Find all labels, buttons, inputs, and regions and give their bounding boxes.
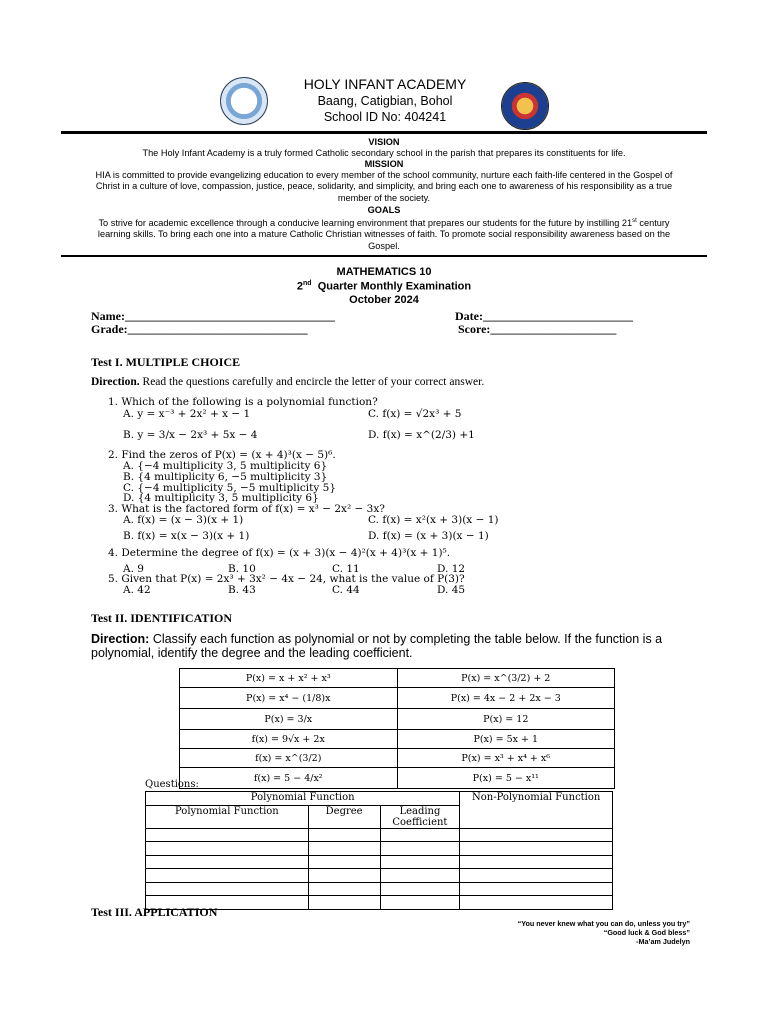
- function-cell: f(x) = 5 − 4/x²: [180, 768, 398, 789]
- q5-option-c[interactable]: C. 44: [332, 584, 360, 596]
- name-field[interactable]: Name:___________________________________: [91, 309, 335, 323]
- table-row: [180, 768, 615, 789]
- function-cell: P(x) = x + x² + x³: [180, 669, 398, 688]
- function-cell: f(x) = 9√x + 2x: [180, 730, 398, 749]
- answer-cell[interactable]: [380, 828, 460, 842]
- answer-cell[interactable]: [460, 869, 613, 883]
- answer-cell[interactable]: [308, 882, 380, 896]
- school-name: HOLY INFANT ACADEMY: [303, 76, 467, 92]
- table-header-row: [146, 792, 613, 806]
- q5-option-a[interactable]: A. 42: [123, 584, 151, 596]
- q4-option-d[interactable]: D. 12: [437, 563, 466, 575]
- answer-cell[interactable]: [460, 855, 613, 869]
- function-cell: P(x) = x⁴ − (1/8)x: [180, 688, 398, 709]
- score-field[interactable]: Score:_____________________: [458, 322, 617, 336]
- col-degree: Degree: [308, 805, 380, 828]
- functions-table: [179, 668, 615, 789]
- table-row: [146, 828, 613, 842]
- answer-cell[interactable]: [308, 896, 380, 910]
- classification-table: [145, 791, 613, 910]
- answer-cell[interactable]: [380, 869, 460, 883]
- test1-title: Test I. MULTIPLE CHOICE: [91, 355, 241, 369]
- table-row: [146, 869, 613, 883]
- vision-text: The Holy Infant Academy is a truly formed Catholic secondary school in the parish that prepares its constituents for life.: [142, 148, 626, 158]
- footer-teacher: -Ma’am Judelyn: [636, 937, 690, 946]
- q4-option-a[interactable]: A. 9: [123, 563, 144, 575]
- table-row: [146, 842, 613, 856]
- polynomial-header: Polynomial Function: [146, 792, 460, 806]
- grade-field[interactable]: Grade:______________________________: [91, 322, 308, 336]
- answer-cell[interactable]: [146, 855, 309, 869]
- answer-cell[interactable]: [460, 896, 613, 910]
- q1-option-b[interactable]: B. y = 3/x − 2x³ + 5x − 4: [123, 429, 258, 441]
- function-cell: P(x) = x³ + x⁴ + x⁶: [397, 749, 615, 768]
- answer-cell[interactable]: [308, 869, 380, 883]
- q3-option-d[interactable]: D. f(x) = (x + 3)(x − 1): [368, 530, 489, 542]
- col-leading-coefficient: Leading Coefficient: [380, 805, 460, 828]
- q3-option-c[interactable]: C. f(x) = x²(x + 3)(x − 1): [368, 514, 499, 526]
- q5-option-d[interactable]: D. 45: [437, 584, 466, 596]
- table-row: [180, 749, 615, 768]
- table-row: [180, 730, 615, 749]
- goals-title: GOALS: [367, 205, 401, 215]
- school-id: School ID No: 404241: [323, 110, 447, 124]
- answer-cell[interactable]: [146, 882, 309, 896]
- col-polynomial-function: Polynomial Function: [146, 805, 309, 828]
- answer-cell[interactable]: [146, 869, 309, 883]
- goals-text: To strive for academic excellence through a conducive learning environment that prepares our students for the future by instilling 21st century learning skills. To bring each one into a mature Catholic Christian witnesses of faith. To promote social responsibility awareness based on the Gospel.: [97, 218, 671, 251]
- q2-option-c[interactable]: C. {−4 multiplicity 5, −5 multiplicity 5}: [123, 482, 337, 494]
- answer-cell[interactable]: [308, 828, 380, 842]
- q1-option-a[interactable]: A. y = x⁻³ + 2x² + x − 1: [123, 408, 251, 420]
- question-2: 2. Find the zeros of P(x) = (x + 4)³(x − 5)⁶.: [108, 449, 336, 461]
- answer-cell[interactable]: [380, 855, 460, 869]
- question-5: 5. Given that P(x) = 2x³ + 3x² − 4x − 24, what is the value of P(3)?: [108, 573, 465, 585]
- nonpolynomial-header: Non-Polynomial Function: [460, 792, 613, 829]
- table-row: [180, 688, 615, 709]
- answer-cell[interactable]: [460, 828, 613, 842]
- test1-direction: Direction. Read the questions carefully and encircle the letter of your correct answer.: [91, 376, 485, 388]
- function-cell: P(x) = 3/x: [180, 709, 398, 730]
- table-row: [180, 669, 615, 688]
- header-rule-top: [61, 131, 707, 134]
- q3-option-a[interactable]: A. f(x) = (x − 3)(x + 1): [123, 514, 244, 526]
- exam-date: October 2024: [349, 294, 419, 306]
- q4-option-b[interactable]: B. 10: [228, 563, 256, 575]
- answer-cell[interactable]: [380, 896, 460, 910]
- date-field[interactable]: Date:_________________________: [455, 309, 633, 323]
- vision-title: VISION: [368, 137, 400, 147]
- q4-option-c[interactable]: C. 11: [332, 563, 360, 575]
- answer-cell[interactable]: [146, 828, 309, 842]
- function-cell: P(x) = x^(3/2) + 2: [397, 669, 615, 688]
- q2-option-b[interactable]: B. {4 multiplicity 6, −5 multiplicity 3}: [123, 471, 328, 483]
- test2-title: Test II. IDENTIFICATION: [91, 611, 233, 625]
- function-cell: P(x) = 5 − x¹¹: [397, 768, 615, 789]
- questions-label: Questions:: [145, 779, 199, 790]
- footer-quote: “You never knew what you can do, unless you try”: [517, 919, 690, 928]
- answer-cell[interactable]: [460, 882, 613, 896]
- q5-option-b[interactable]: B. 43: [228, 584, 256, 596]
- answer-cell[interactable]: [308, 842, 380, 856]
- function-cell: P(x) = 12: [397, 709, 615, 730]
- school-address: Baang, Catigbian, Bohol: [317, 94, 453, 108]
- answer-cell[interactable]: [308, 855, 380, 869]
- table-row: [180, 709, 615, 730]
- function-cell: f(x) = x^(3/2): [180, 749, 398, 768]
- answer-cell[interactable]: [380, 882, 460, 896]
- table-row: [146, 855, 613, 869]
- answer-cell[interactable]: [380, 842, 460, 856]
- q1-option-c[interactable]: C. f(x) = √2x³ + 5: [368, 408, 462, 420]
- mission-text: HIA is committed to provide evangelizing education to every member of the school community, nurture each faith-life centered in the Gospel of Christ in a culture of love, compassion, justice, peace, solidarity, and simplicity, and bring each one to awareness of his responsibility as a true member of the society.: [95, 170, 673, 203]
- table-row: [146, 882, 613, 896]
- q2-option-d[interactable]: D. {4 multiplicity 3, 5 multiplicity 6}: [123, 492, 319, 504]
- q1-option-d[interactable]: D. f(x) = x^(2/3) +1: [368, 429, 475, 441]
- test3-title: Test III. APPLICATION: [91, 905, 218, 919]
- question-3: 3. What is the factored form of f(x) = x³ − 2x² − 3x?: [108, 503, 385, 515]
- answer-cell[interactable]: [460, 842, 613, 856]
- function-cell: P(x) = 4x − 2 + 2x − 3: [397, 688, 615, 709]
- function-cell: P(x) = 5x + 1: [397, 730, 615, 749]
- mission-title: MISSION: [364, 159, 404, 169]
- question-4: 4. Determine the degree of f(x) = (x + 3)(x − 4)²(x + 4)³(x + 1)⁵.: [108, 547, 451, 559]
- footer-wish: “Good luck & God bless”: [603, 928, 690, 937]
- header-rule-bottom: [61, 255, 707, 257]
- test2-direction: Direction: Classify each function as polynomial or not by completing the table below. If the function is a polynomial, identify the degree and the leading coefficient.: [91, 632, 663, 660]
- question-1: 1. Which of the following is a polynomial function?: [108, 396, 378, 408]
- exam-subject: MATHEMATICS 10: [336, 266, 432, 278]
- exam-quarter: 2nd Quarter Monthly Examination: [296, 280, 472, 293]
- q2-option-a[interactable]: A. {−4 multiplicity 3, 5 multiplicity 6}: [123, 460, 328, 472]
- q3-option-b[interactable]: B. f(x) = x(x − 3)(x + 1): [123, 530, 250, 542]
- answer-cell[interactable]: [146, 842, 309, 856]
